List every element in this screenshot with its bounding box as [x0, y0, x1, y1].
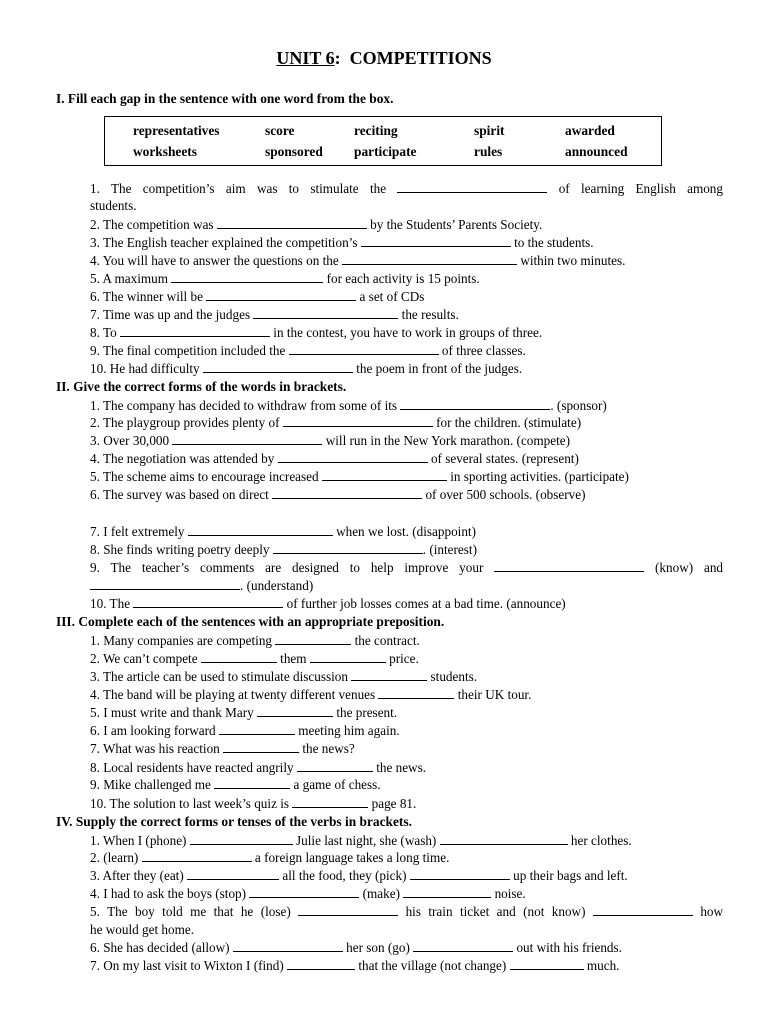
- sentence-text: 5. A maximum: [90, 271, 169, 286]
- sentence-text: much.: [586, 958, 620, 973]
- exercise-line: [90, 886, 723, 902]
- sentence-text: in sporting activities. (participate): [450, 469, 629, 484]
- answer-blank[interactable]: [298, 904, 398, 916]
- sentence-text: 4. The band will be playing at twenty different venues: [90, 687, 376, 702]
- sentence-text: 4. You will have to answer the questions on the: [90, 253, 339, 268]
- exercise-line: [90, 958, 723, 974]
- sentence-text: meeting him again.: [298, 723, 400, 738]
- answer-blank[interactable]: [289, 343, 439, 355]
- answer-blank[interactable]: [510, 958, 584, 970]
- exercise-line: [90, 904, 723, 920]
- sentence-text: the present.: [336, 705, 398, 720]
- answer-blank[interactable]: [278, 451, 428, 463]
- answer-blank[interactable]: [133, 596, 283, 608]
- word-box-item: awarded: [565, 123, 615, 138]
- sentence-text: her son (go): [346, 940, 410, 955]
- word-box-item: rules: [474, 144, 503, 159]
- exercise-line: [90, 398, 723, 414]
- sentence-text: of learning English among: [558, 181, 723, 196]
- word-box-item: worksheets: [133, 144, 197, 159]
- exercise-line: [90, 723, 723, 739]
- sentence-text: 10. The: [90, 596, 131, 611]
- exercise-line: [90, 198, 723, 214]
- exercise-line: [90, 578, 723, 594]
- sentence-text: page 81.: [371, 796, 417, 811]
- exercise-line: [90, 307, 723, 323]
- answer-blank[interactable]: [351, 669, 427, 681]
- sentence-text: 4. The negotiation was attended by: [90, 451, 275, 466]
- exercise-line: [90, 850, 723, 866]
- exercise-line: [90, 651, 723, 667]
- sentence-text: the contract.: [354, 633, 420, 648]
- answer-blank[interactable]: [201, 651, 277, 663]
- section-2-heading: II. Give the correct forms of the words in brackets.: [56, 379, 347, 394]
- sentence-text: 5. The scheme aims to encourage increased: [90, 469, 319, 484]
- exercise-line: [90, 217, 723, 233]
- sentence-text: 4. I had to ask the boys (stop): [90, 886, 247, 901]
- sentence-text: 6. She has decided (allow): [90, 940, 230, 955]
- exercise-line: [90, 833, 723, 849]
- exercise-line: [90, 433, 723, 449]
- answer-blank[interactable]: [188, 524, 333, 536]
- exercise-line: [90, 669, 723, 685]
- answer-blank[interactable]: [257, 705, 333, 717]
- exercise-line: [90, 524, 723, 540]
- sentence-text: will run in the New York marathon. (compete): [325, 433, 571, 448]
- sentence-text: 1. The company has decided to withdraw from some of its: [90, 398, 398, 413]
- sentence-text: 2. We can’t compete: [90, 651, 198, 666]
- sentence-text: 5. I must write and thank Mary: [90, 705, 254, 720]
- answer-blank[interactable]: [253, 307, 398, 319]
- answer-blank[interactable]: [172, 433, 322, 445]
- sentence-text: 2. The playgroup provides plenty of: [90, 415, 280, 430]
- answer-blank[interactable]: [403, 886, 491, 898]
- sentence-text: 8. Local residents have reacted angrily: [90, 760, 294, 775]
- word-box-item: participate: [354, 144, 417, 159]
- answer-blank[interactable]: [233, 940, 343, 952]
- word-box-item: sponsored: [265, 144, 323, 159]
- answer-blank[interactable]: [593, 904, 693, 916]
- exercise-line: [90, 361, 723, 377]
- sentence-text: of further job losses comes at a bad time. (announce): [286, 596, 566, 611]
- sentence-text: when we lost. (disappoint): [336, 524, 476, 539]
- sentence-text: within two minutes.: [520, 253, 626, 268]
- title-colon: :: [334, 48, 341, 68]
- sentence-text: students.: [430, 669, 478, 684]
- exercise-line: [90, 633, 723, 649]
- sentence-text: he would get home.: [90, 922, 195, 937]
- answer-blank[interactable]: [322, 469, 447, 481]
- sentence-text: . (interest): [422, 542, 477, 557]
- sentence-text: (make): [362, 886, 400, 901]
- answer-blank[interactable]: [275, 633, 351, 645]
- answer-blank[interactable]: [410, 868, 510, 880]
- sentence-text: 7. What was his reaction: [90, 741, 220, 756]
- exercise-line: [90, 760, 723, 776]
- sentence-text: 1. When I (phone): [90, 833, 187, 848]
- exercise-line: [90, 687, 723, 703]
- exercise-line: [90, 181, 723, 197]
- exercise-line: [90, 741, 723, 757]
- sentence-text: that the village (not change): [358, 958, 507, 973]
- exercise-line: [90, 560, 723, 576]
- answer-blank[interactable]: [217, 217, 367, 229]
- exercise-line: [90, 596, 723, 612]
- exercise-line: [90, 289, 723, 305]
- sentence-text: for each activity is 15 points.: [326, 271, 480, 286]
- sentence-text: 10. The solution to last week’s quiz is: [90, 796, 290, 811]
- answer-blank[interactable]: [361, 235, 511, 247]
- sentence-text: 9. The final competition included the: [90, 343, 286, 358]
- sentence-text: to the students.: [514, 235, 594, 250]
- sentence-text: his train ticket and (not know): [405, 904, 586, 919]
- sentence-text: 10. He had difficulty: [90, 361, 200, 376]
- answer-blank[interactable]: [440, 833, 568, 845]
- answer-blank[interactable]: [283, 415, 433, 427]
- sentence-text: 5. The boy told me that he (lose): [90, 904, 291, 919]
- exercise-line: [90, 542, 723, 558]
- exercise-line: [90, 271, 723, 287]
- answer-blank[interactable]: [292, 796, 368, 808]
- sentence-text: of three classes.: [441, 343, 526, 358]
- sentence-text: 1. Many companies are competing: [90, 633, 273, 648]
- answer-blank[interactable]: [397, 181, 547, 193]
- sentence-text: the news.: [376, 760, 426, 775]
- exercise-line: [90, 469, 723, 485]
- sentence-text: 2. The competition was: [90, 217, 214, 232]
- sentence-text: by the Students’ Parents Society.: [370, 217, 543, 232]
- answer-blank[interactable]: [203, 361, 353, 373]
- answer-blank[interactable]: [297, 760, 373, 772]
- page-title: [0, 48, 768, 69]
- sentence-text: for the children. (stimulate): [436, 415, 582, 430]
- answer-blank[interactable]: [190, 833, 293, 845]
- unit-name: COMPETITIONS: [349, 48, 492, 68]
- word-box-item: announced: [565, 144, 628, 159]
- answer-blank[interactable]: [273, 542, 423, 554]
- answer-blank[interactable]: [287, 958, 355, 970]
- sentence-text: 3. After they (eat): [90, 868, 184, 883]
- answer-blank[interactable]: [206, 289, 356, 301]
- sentence-text: a set of CDs: [359, 289, 425, 304]
- sentence-text: up their bags and left.: [513, 868, 628, 883]
- sentence-text: 1. The competition’s aim was to stimulate the: [90, 181, 387, 196]
- sentence-text: a game of chess.: [293, 777, 381, 792]
- sentence-text: 9. The teacher’s comments are designed to help improve your: [90, 560, 484, 575]
- answer-blank[interactable]: [187, 868, 279, 880]
- sentence-text: them: [280, 651, 307, 666]
- answer-blank[interactable]: [413, 940, 513, 952]
- exercise-line: [90, 940, 723, 956]
- unit-number: UNIT 6: [276, 48, 335, 68]
- sentence-text: 3. The English teacher explained the competition’s: [90, 235, 358, 250]
- word-box: [104, 116, 662, 166]
- sentence-text: 7. Time was up and the judges: [90, 307, 251, 322]
- exercise-line: [90, 325, 723, 341]
- answer-blank[interactable]: [249, 886, 359, 898]
- answer-blank[interactable]: [142, 850, 252, 862]
- exercise-line: [90, 253, 723, 269]
- answer-blank[interactable]: [272, 487, 422, 499]
- sentence-text: Julie last night, she (wash): [296, 833, 437, 848]
- sentence-text: of over 500 schools. (observe): [425, 487, 586, 502]
- answer-blank[interactable]: [400, 398, 550, 410]
- answer-blank[interactable]: [214, 777, 290, 789]
- sentence-text: 7. On my last visit to Wixton I (find): [90, 958, 284, 973]
- exercise-line: [90, 922, 723, 938]
- sentence-text: 6. The winner will be: [90, 289, 203, 304]
- sentence-text: of several states. (represent): [430, 451, 579, 466]
- exercise-line: [90, 796, 723, 812]
- sentence-text: (know) and: [655, 560, 724, 575]
- exercise-line: [90, 451, 723, 467]
- section-1-heading: I. Fill each gap in the sentence with one word from the box.: [56, 91, 394, 106]
- sentence-text: . (sponsor): [550, 398, 607, 413]
- answer-blank[interactable]: [342, 253, 517, 265]
- word-box-item: score: [265, 123, 295, 138]
- answer-blank[interactable]: [223, 741, 299, 753]
- answer-blank[interactable]: [171, 271, 323, 283]
- sentence-text: 8. She finds writing poetry deeply: [90, 542, 270, 557]
- sentence-text: 2. (learn): [90, 850, 139, 865]
- sentence-text: a foreign language takes a long time.: [254, 850, 450, 865]
- sentence-text: in the contest, you have to work in groups of three.: [273, 325, 543, 340]
- sentence-text: how: [700, 904, 724, 919]
- sentence-text: out with his friends.: [516, 940, 622, 955]
- answer-blank[interactable]: [378, 687, 454, 699]
- sentence-text: price.: [389, 651, 419, 666]
- exercise-line: [90, 343, 723, 359]
- sentence-text: the news?: [302, 741, 355, 756]
- answer-blank[interactable]: [494, 560, 644, 572]
- section-4-heading: IV. Supply the correct forms or tenses of the verbs in brackets.: [56, 814, 412, 829]
- exercise-line: [90, 487, 723, 503]
- answer-blank[interactable]: [120, 325, 270, 337]
- sentence-text: 8. To: [90, 325, 117, 340]
- sentence-text: her clothes.: [570, 833, 632, 848]
- sentence-text: 6. The survey was based on direct: [90, 487, 269, 502]
- answer-blank[interactable]: [90, 578, 240, 590]
- sentence-text: noise.: [494, 886, 526, 901]
- exercise-line: [90, 777, 723, 793]
- exercise-line: [90, 868, 723, 884]
- exercise-line: [90, 235, 723, 251]
- section-3-heading: III. Complete each of the sentences with an appropriate preposition.: [56, 614, 445, 629]
- sentence-text: 7. I felt extremely: [90, 524, 185, 539]
- answer-blank[interactable]: [219, 723, 295, 735]
- sentence-text: their UK tour.: [457, 687, 532, 702]
- exercise-line: [90, 705, 723, 721]
- sentence-text: 3. Over 30,000: [90, 433, 170, 448]
- sentence-text: 6. I am looking forward: [90, 723, 216, 738]
- word-box-item: representatives: [133, 123, 220, 138]
- sentence-text: 3. The article can be used to stimulate discussion: [90, 669, 348, 684]
- sentence-text: students.: [90, 198, 137, 213]
- answer-blank[interactable]: [310, 651, 386, 663]
- word-box-item: spirit: [474, 123, 505, 138]
- word-box-item: reciting: [354, 123, 398, 138]
- sentence-text: 9. Mike challenged me: [90, 777, 211, 792]
- sentence-text: the poem in front of the judges.: [356, 361, 523, 376]
- exercise-line: [90, 415, 723, 431]
- sentence-text: all the food, they (pick): [282, 868, 407, 883]
- sentence-text: the results.: [401, 307, 459, 322]
- sentence-text: . (understand): [240, 578, 314, 593]
